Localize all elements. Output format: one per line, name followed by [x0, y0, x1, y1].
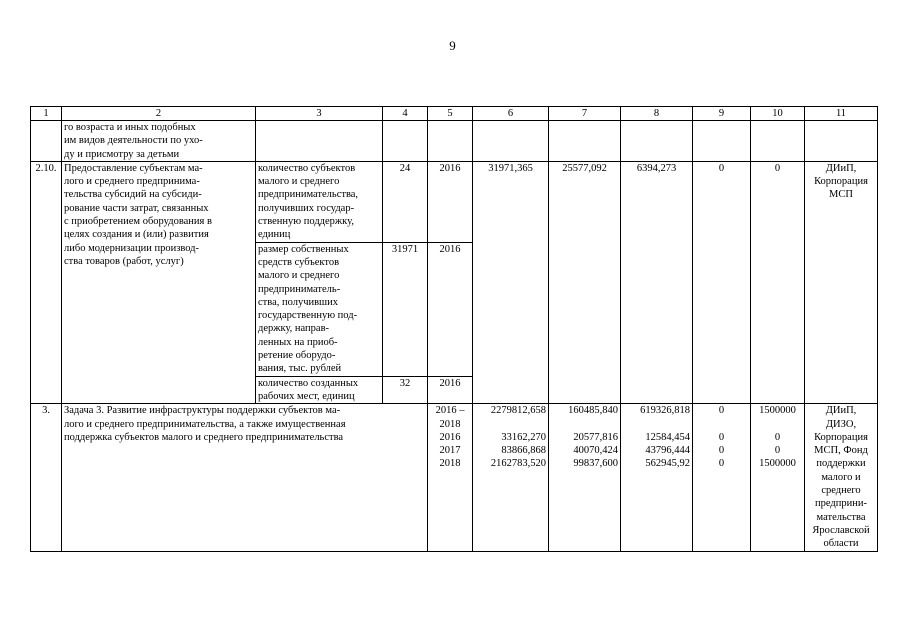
responsible-executor: ДИиП, ДИЗО, Корпорация МСП, Фонд поддержки малого и среднего предприни- мательства Ярославской области — [805, 404, 878, 551]
indicator-year: 2016 — [428, 376, 473, 404]
responsible-executor: ДИиП, Корпорация МСП — [805, 161, 878, 403]
indicator-value: 31971 — [383, 242, 428, 376]
amount-total: 2279812,658 33162,270 83866,868 2162783,520 — [473, 404, 549, 551]
table-cell — [31, 121, 62, 162]
indicator-year: 2016 — [428, 161, 473, 242]
amount-col9: 0 — [693, 161, 751, 403]
amount-col8: 619326,818 12584,454 43796,444 562945,92 — [621, 404, 693, 551]
table-cell — [256, 121, 383, 162]
amount-col7: 25577,092 — [549, 161, 621, 403]
amount-col9: 0 0 0 0 — [693, 404, 751, 551]
header-row — [31, 107, 878, 121]
header-cell: 5 — [428, 107, 473, 121]
amount-col10: 1500000 0 0 1500000 — [751, 404, 805, 551]
table-cell — [428, 121, 473, 162]
table-cell — [473, 121, 549, 162]
amount-col7: 160485,840 20577,816 40070,424 99837,600 — [549, 404, 621, 551]
table-cell — [383, 121, 428, 162]
continuation-text: го возраста и иных подобных им видов деятельности по ухо- ду и присмотру за детьми — [62, 121, 256, 162]
task-description: Задача 3. Развитие инфраструктуры поддержки субъектов ма- лого и среднего предпринимательства, а также имущественная поддержка субъектов малого и среднего предпринимательства — [62, 404, 428, 551]
header-cell: 11 — [805, 107, 878, 121]
continuation-row — [31, 121, 878, 162]
program-table — [30, 106, 878, 552]
table-cell — [549, 121, 621, 162]
table-cell — [805, 121, 878, 162]
row-number: 2.10. — [31, 161, 62, 403]
indicator-value: 32 — [383, 376, 428, 404]
header-cell: 2 — [62, 107, 256, 121]
table-row-2-10 — [31, 161, 878, 242]
amount-col10: 0 — [751, 161, 805, 403]
table-cell — [693, 121, 751, 162]
header-cell: 8 — [621, 107, 693, 121]
indicator-name: размер собственных средств субъектов малого и среднего предприниматель- ства, получивших государственную под- держку, направ- ленных на приоб- ретение оборудо- вания, тыс. рублей — [256, 242, 383, 376]
amount-total: 31971,365 — [473, 161, 549, 403]
header-cell: 7 — [549, 107, 621, 121]
row-number: 3. — [31, 404, 62, 551]
header-cell: 6 — [473, 107, 549, 121]
header-cell: 10 — [751, 107, 805, 121]
page-number: 9 — [449, 38, 456, 53]
indicator-year: 2016 — [428, 242, 473, 376]
table-row-3 — [31, 404, 878, 551]
row-description: Предоставление субъектам ма- лого и среднего предпринима- тельства субсидий на субсиди- рование части затрат, связанных с приобретением оборудования в целях создания и (или) развития либо модернизации производ- ства товаров (работ, услуг) — [62, 161, 256, 403]
header-cell: 9 — [693, 107, 751, 121]
indicator-name: количество субъектов малого и среднего предпринимательства, получивших государ- ственную поддержку, единиц — [256, 161, 383, 242]
table-cell — [751, 121, 805, 162]
task-years: 2016 – 2018 2016 2017 2018 — [428, 404, 473, 551]
amount-col8: 6394,273 — [621, 161, 693, 403]
header-cell: 4 — [383, 107, 428, 121]
indicator-name: количество созданных рабочих мест, единиц — [256, 376, 383, 404]
header-cell: 3 — [256, 107, 383, 121]
indicator-value: 24 — [383, 161, 428, 242]
header-cell: 1 — [31, 107, 62, 121]
table-cell — [621, 121, 693, 162]
